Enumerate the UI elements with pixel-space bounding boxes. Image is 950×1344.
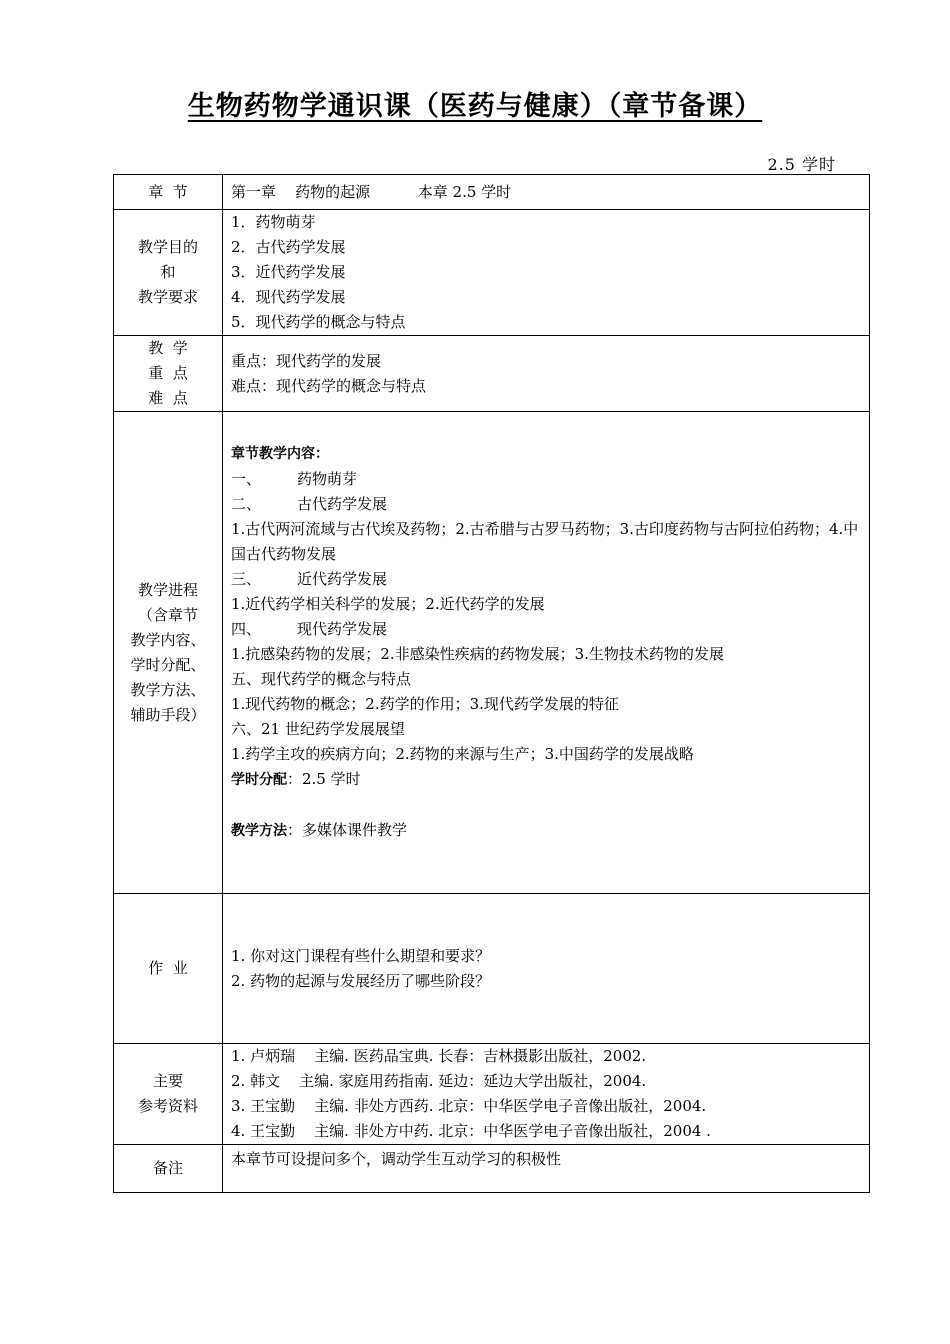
section-5-detail: 1.现代药物的概念；2.药学的作用；3.现代药学发展的特征 [231, 695, 619, 713]
teaching-method: 教学方法：多媒体课件教学 [231, 821, 408, 839]
objective-item: 3．近代药学发展 [231, 263, 346, 281]
key-points-row [114, 336, 870, 412]
chapter-label: 章 节 [114, 175, 223, 210]
process-content [223, 412, 870, 894]
section-1: 一、 药物萌芽 [231, 470, 358, 488]
chapter-text: 第一章 药物的起源 本章 2.5 学时 [223, 175, 870, 210]
reference-item: 4. 王宝勤 主编. 非处方中药. 北京：中华医学电子音像出版社，2004 . [231, 1122, 711, 1140]
references-row [114, 1044, 870, 1145]
reference-item: 3. 王宝勤 主编. 非处方西药. 北京：中华医学电子音像出版社，2004. [231, 1097, 707, 1115]
objectives-row [114, 210, 870, 336]
lesson-plan-table [113, 174, 870, 1193]
key-point: 重点：现代药学的发展 [231, 351, 382, 370]
key-point: 难点：现代药学的概念与特点 [231, 376, 427, 395]
key-points-list [223, 336, 870, 412]
section-2: 二、 古代药学发展 [231, 495, 388, 513]
homework-row [114, 894, 870, 1044]
homework-item: 1. 你对这门课程有些什么期望和要求？ [231, 946, 491, 965]
section-6: 六、21 世纪药学发展展望 [231, 720, 405, 738]
objective-item: 1．药物萌芽 [231, 213, 316, 231]
homework-list [223, 894, 870, 1044]
content-heading: 章节教学内容： [231, 446, 329, 462]
total-hours: 2.5 学时 [767, 155, 836, 174]
references-list [223, 1044, 870, 1145]
section-3-detail: 1.近代药学相关科学的发展；2.近代药学的发展 [231, 595, 545, 613]
objective-item: 4．现代药学发展 [231, 288, 346, 306]
chapter-row [114, 175, 870, 210]
objective-item: 5．现代药学的概念与特点 [231, 313, 406, 331]
objective-item: 2．古代药学发展 [231, 238, 346, 256]
objectives-label: 教学目的 和 教学要求 [114, 210, 223, 336]
remarks-text: 本章节可设提问多个，调动学生互动学习的积极性 [223, 1145, 870, 1193]
section-5: 五、现代药学的概念与特点 [231, 670, 412, 688]
section-2-detail: 1.古代两河流域与古代埃及药物；2.古希腊与古罗马药物；3.古印度药物与古阿拉伯药物；4.中国古代药物发展 [231, 520, 859, 563]
process-row [114, 412, 870, 894]
homework-item: 2. 药物的起源与发展经历了哪些阶段？ [231, 971, 491, 990]
reference-item: 2. 韩文 主编. 家庭用药指南. 延边：延边大学出版社，2004. [231, 1072, 647, 1090]
remarks-row [114, 1145, 870, 1193]
reference-item: 1. 卢炳瑞 主编. 医药品宝典. 长春：吉林摄影出版社，2002. [231, 1047, 647, 1065]
section-4: 四、 现代药学发展 [231, 620, 388, 638]
remarks-label: 备注 [114, 1145, 223, 1193]
section-3: 三、 近代药学发展 [231, 570, 388, 588]
hours-allocation: 学时分配：2.5 学时 [231, 770, 361, 788]
section-6-detail: 1.药学主攻的疾病方向；2.药物的来源与生产；3.中国药学的发展战略 [231, 745, 694, 763]
homework-label: 作 业 [114, 894, 223, 1044]
objectives-list [223, 210, 870, 336]
process-label: 教学进程 （含章节 教学内容、 学时分配、 教学方法、 辅助手段） [114, 412, 223, 894]
references-label: 主要 参考资料 [114, 1044, 223, 1145]
section-4-detail: 1.抗感染药物的发展；2.非感染性疾病的药物发展；3.生物技术药物的发展 [231, 645, 724, 663]
document-title: 生物药物学通识课（医药与健康）（章节备课） [187, 91, 763, 122]
key-points-label: 教 学 重 点 难 点 [114, 336, 223, 412]
